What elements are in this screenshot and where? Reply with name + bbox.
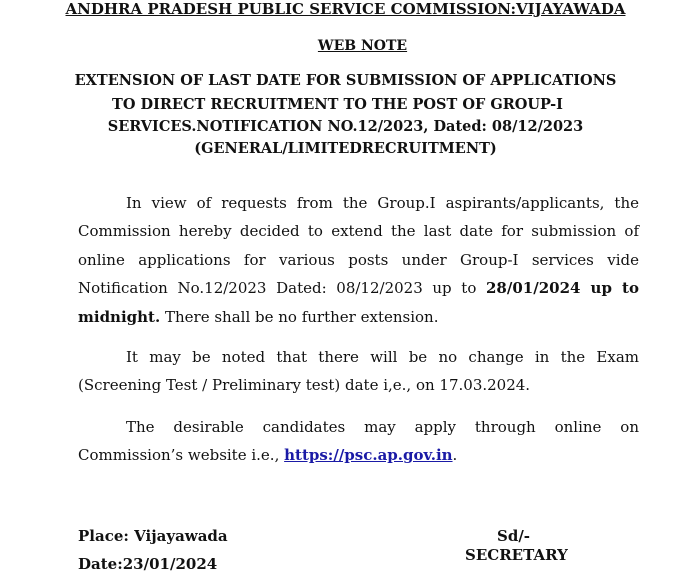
- signature-mark: Sd/-: [497, 527, 531, 545]
- website-link[interactable]: https://psc.ap.gov.in: [284, 446, 453, 465]
- p1-line-1: In view of requests from the Group.I aspirants/applicants, the: [126, 194, 639, 212]
- title-line-3: SERVICES.NOTIFICATION NO.12/2023, Dated: 08/12/2023: [107, 118, 584, 135]
- p1-line-4-text: Notification No.12/2023 Dated: 08/12/2023 up to: [78, 279, 486, 298]
- extended-date: 28/01/2024 up to: [486, 279, 639, 298]
- paragraph-exam-date: [78, 343, 639, 400]
- p3-line-2-end: .: [452, 446, 458, 465]
- designation-label: SECRETARY: [465, 546, 568, 564]
- paragraph-apply: [78, 413, 639, 470]
- web-note-heading: WEB NOTE: [317, 38, 408, 54]
- title-line-2: TO DIRECT RECRUITMENT TO THE POST OF GROUP-I: [112, 96, 563, 113]
- p1-line-3: online applications for various posts under Group-I services vide: [78, 250, 639, 269]
- place-label: Place: Vijayawada: [78, 527, 228, 545]
- p1-line-4: [78, 274, 639, 302]
- p1-line-5-text: There shall be no further extension.: [160, 307, 439, 326]
- p2-line-2: (Screening Test / Preliminary test) date i,e., on 17.03.2024.: [78, 376, 531, 395]
- p1-line-2: Commission hereby decided to extend the last date for submission of: [78, 222, 639, 241]
- p1-line-5: [78, 303, 639, 331]
- p3-line-1: The desirable candidates may apply through online on: [126, 418, 639, 436]
- title-line-4: (GENERAL/LIMITEDRECRUITMENT): [194, 140, 497, 157]
- title-line-1: EXTENSION OF LAST DATE FOR SUBMISSION OF APPLICATIONS: [74, 72, 617, 89]
- organization-heading: ANDHRA PRADESH PUBLIC SERVICE COMMISSION:VIJAYAWADA: [65, 0, 626, 18]
- p3-line-2-text: Commission’s website i.e.,: [78, 446, 285, 465]
- p3-line-2: [78, 441, 639, 469]
- midnight-text: midnight.: [78, 307, 161, 326]
- paragraph-extension: [78, 189, 639, 331]
- p2-line-1: It may be noted that there will be no change in the Exam: [126, 348, 639, 366]
- date-label: Date:23/01/2024: [78, 555, 218, 573]
